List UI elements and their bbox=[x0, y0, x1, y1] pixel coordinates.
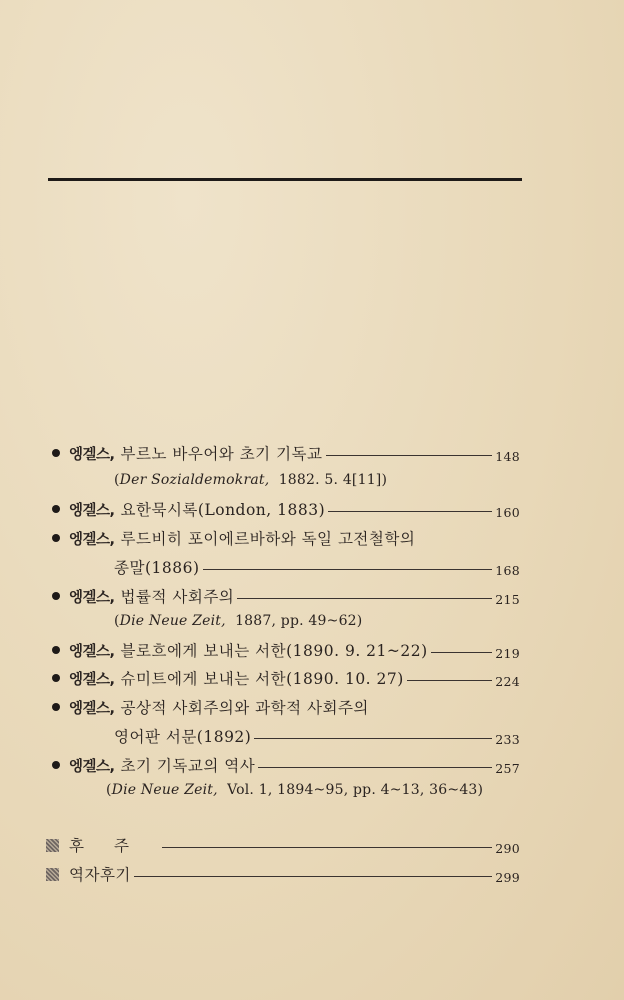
bullet-icon bbox=[52, 703, 60, 711]
entry-title: 초기 기독교의 역사 bbox=[120, 757, 256, 775]
entry-page-number: 148 bbox=[495, 448, 520, 464]
dotted-leader bbox=[407, 680, 492, 681]
toc-entry-bruno-bauer[interactable] bbox=[48, 440, 520, 466]
toc-entry-endnotes[interactable] bbox=[48, 832, 520, 858]
entry-author: 엥겔스, bbox=[69, 446, 115, 463]
entry-author: 엥겔스, bbox=[69, 643, 115, 660]
dotted-leader bbox=[326, 455, 493, 456]
entry-page-number: 233 bbox=[495, 731, 520, 747]
source-publication: Die Neue Zeit, bbox=[119, 613, 226, 629]
entry-source: ( Die Neue Zeit, 1887, pp. 49~62) bbox=[114, 613, 363, 629]
square-marker-icon bbox=[46, 839, 59, 852]
entry-page-number: 215 bbox=[495, 591, 520, 607]
entry-title: 슈미트에게 보내는 서한(1890. 10. 27) bbox=[120, 670, 404, 688]
bullet-icon bbox=[52, 761, 60, 769]
entry-title-continuation: 영어판 서문(1892) bbox=[114, 728, 252, 746]
dotted-leader bbox=[431, 652, 493, 653]
entry-title: 블로흐에게 보내는 서한(1890. 9. 21~22) bbox=[120, 642, 428, 660]
dotted-leader bbox=[237, 598, 492, 599]
dotted-leader bbox=[162, 847, 492, 848]
square-marker-icon bbox=[46, 868, 59, 881]
toc-entry-revelation[interactable] bbox=[48, 496, 520, 522]
toc-entry-early-christianity-history[interactable] bbox=[48, 752, 520, 778]
entry-author: 엥겔스, bbox=[69, 671, 115, 688]
entry-page-number: 168 bbox=[495, 562, 520, 578]
entry-author: 엥겔스, bbox=[69, 700, 115, 717]
source-publication: Der Sozialdemokrat, bbox=[119, 472, 270, 488]
entry-title: 역자후기 bbox=[69, 866, 131, 884]
dotted-leader bbox=[328, 511, 492, 512]
bullet-icon bbox=[52, 646, 60, 654]
entry-page-number: 299 bbox=[495, 869, 520, 885]
entry-author: 엥겔스, bbox=[69, 758, 115, 775]
toc-entry-utopian-scientific-continued[interactable] bbox=[114, 723, 520, 749]
entry-author: 엥겔스, bbox=[69, 589, 115, 606]
bullet-icon bbox=[52, 674, 60, 682]
entry-author: 엥겔스, bbox=[69, 531, 115, 548]
entry-page-number: 219 bbox=[495, 645, 520, 661]
toc-entry-translator-afterword[interactable] bbox=[48, 861, 520, 887]
entry-author: 엥겔스, bbox=[69, 502, 115, 519]
entry-page-number: 257 bbox=[495, 760, 520, 776]
source-detail: 1882. 5. 4[11]) bbox=[278, 472, 388, 488]
toc-entry-feuerbach-continued[interactable] bbox=[114, 554, 520, 580]
entry-source: ( Die Neue Zeit, Vol. 1, 1894~95, pp. 4~13, 36~43) bbox=[106, 782, 484, 798]
entry-page-number: 160 bbox=[495, 504, 520, 520]
toc-entry-utopian-scientific[interactable] bbox=[48, 694, 520, 720]
entry-source: ( Der Sozialdemokrat, 1882. 5. 4[11]) bbox=[114, 472, 388, 488]
entry-title: 루드비히 포이에르바하와 독일 고전철학의 bbox=[120, 530, 416, 548]
entry-title: 부르노 바우어와 초기 기독교 bbox=[120, 445, 323, 463]
toc-entry-feuerbach[interactable] bbox=[48, 525, 520, 551]
dotted-leader bbox=[203, 569, 493, 570]
bullet-icon bbox=[52, 449, 60, 457]
bullet-icon bbox=[52, 592, 60, 600]
dotted-leader bbox=[134, 876, 492, 877]
toc-entry-letter-schmidt[interactable] bbox=[48, 665, 520, 691]
source-detail: 1887, pp. 49~62) bbox=[235, 613, 363, 629]
entry-page-number: 290 bbox=[495, 840, 520, 856]
entry-title: 법률적 사회주의 bbox=[120, 588, 235, 606]
source-detail: Vol. 1, 1894~95, pp. 4~13, 36~43) bbox=[227, 782, 484, 798]
toc-entry-letter-bloch[interactable] bbox=[48, 637, 520, 663]
toc-entry-juridical-socialism[interactable] bbox=[48, 583, 520, 609]
bullet-icon bbox=[52, 505, 60, 513]
bullet-icon bbox=[52, 534, 60, 542]
entry-page-number: 224 bbox=[495, 673, 520, 689]
source-publication: Die Neue Zeit, bbox=[111, 782, 218, 798]
entry-title: 공상적 사회주의와 과학적 사회주의 bbox=[120, 699, 369, 717]
dotted-leader bbox=[254, 738, 492, 739]
entry-title-continuation: 종말(1886) bbox=[114, 559, 200, 577]
dotted-leader bbox=[258, 767, 492, 768]
entry-title: 후주 bbox=[69, 837, 159, 855]
entry-title: 요한묵시록(London, 1883) bbox=[120, 501, 326, 519]
